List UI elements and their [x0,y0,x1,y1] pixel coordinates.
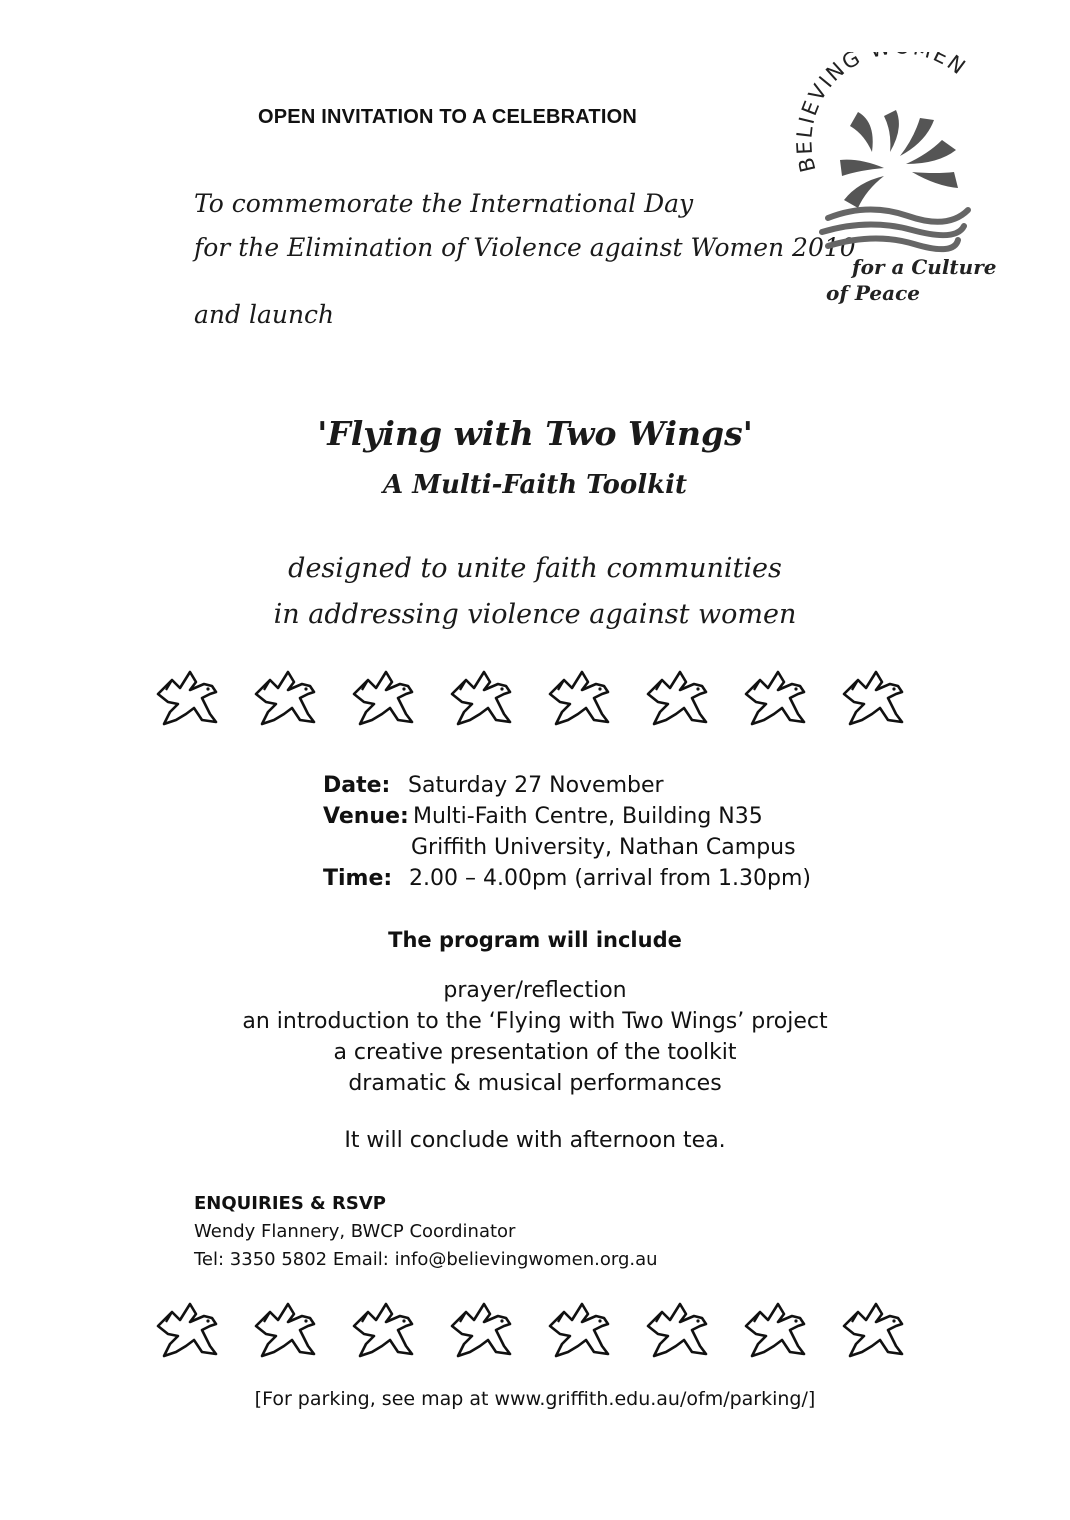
program-conclusion: It will conclude with afternoon tea. [344,1128,726,1153]
commemorate-line-1: To commemorate the International Day [194,189,694,218]
dove-icon [836,1296,910,1362]
enquiries-phone-email: Tel: 3350 5802 Email: info@believingwomen.org.au [194,1249,658,1270]
program-heading: The program will include [388,928,682,952]
time-value: 2.00 – 4.00pm (arrival from 1.30pm) [409,866,811,891]
tagline-line-1: designed to unite faith communities [288,553,782,584]
invitation-heading: OPEN INVITATION TO A CELEBRATION [258,106,637,128]
venue-row [323,801,811,832]
parking-note: [For parking, see map at www.griffith.edu.au/ofm/parking/] [254,1388,816,1410]
dove-icon [738,1296,812,1362]
venue-line-2: Griffith University, Nathan Campus [411,835,796,860]
dove-icon [346,664,420,730]
logo-tagline-2: of Peace [826,281,920,305]
date-label: Date: [323,773,391,798]
time-row [323,863,811,894]
dove-icon [150,664,224,730]
venue-line-1: Multi-Faith Centre, Building N35 [413,804,763,829]
launch-text: and launch [194,300,335,329]
enquiries-block [194,1190,658,1274]
enquiries-heading: ENQUIRIES & RSVP [194,1193,386,1214]
dove-icon [542,1296,616,1362]
commemorate-line-2: for the Elimination of Violence against Women 2010 [194,233,856,262]
dove-icon [738,664,812,730]
logo-emblem [788,52,1008,312]
dove-icon [248,664,322,730]
dove-icon [150,1296,224,1362]
dove-icon [346,1296,420,1362]
dove-row-bottom [150,1296,910,1362]
toolkit-title: 'Flying with Two Wings' [317,414,753,453]
dove-icon [640,664,714,730]
date-value: Saturday 27 November [408,773,664,798]
program-item: a creative presentation of the toolkit [333,1040,737,1065]
venue-label: Venue: [323,804,409,829]
believing-women-logo [788,52,1008,312]
dove-icon [836,664,910,730]
logo-arc-text: BELIEVING EN [792,52,972,175]
enquiries-contact: Wendy Flannery, BWCP Coordinator [194,1221,516,1242]
dove-icon [248,1296,322,1362]
dove-icon [444,1296,518,1362]
event-details [323,770,811,894]
dove-icon [640,1296,714,1362]
toolkit-subtitle: A Multi-Faith Toolkit [382,470,687,500]
time-label: Time: [323,866,393,891]
commemorate-text [194,182,856,270]
program-item: dramatic & musical performances [348,1071,722,1096]
tagline-line-2: in addressing violence against women [273,599,797,630]
program-item: an introduction to the ‘Flying with Two Wings’ project [242,1009,828,1034]
program-item: prayer/reflection [443,978,627,1003]
dove-icon [444,664,518,730]
dove-icon [542,664,616,730]
toolkit-tagline [0,546,1070,638]
program-list [0,975,1070,1099]
dove-row-top [150,664,910,730]
date-row [323,770,811,801]
logo-tagline-1: for a Culture [852,255,997,279]
